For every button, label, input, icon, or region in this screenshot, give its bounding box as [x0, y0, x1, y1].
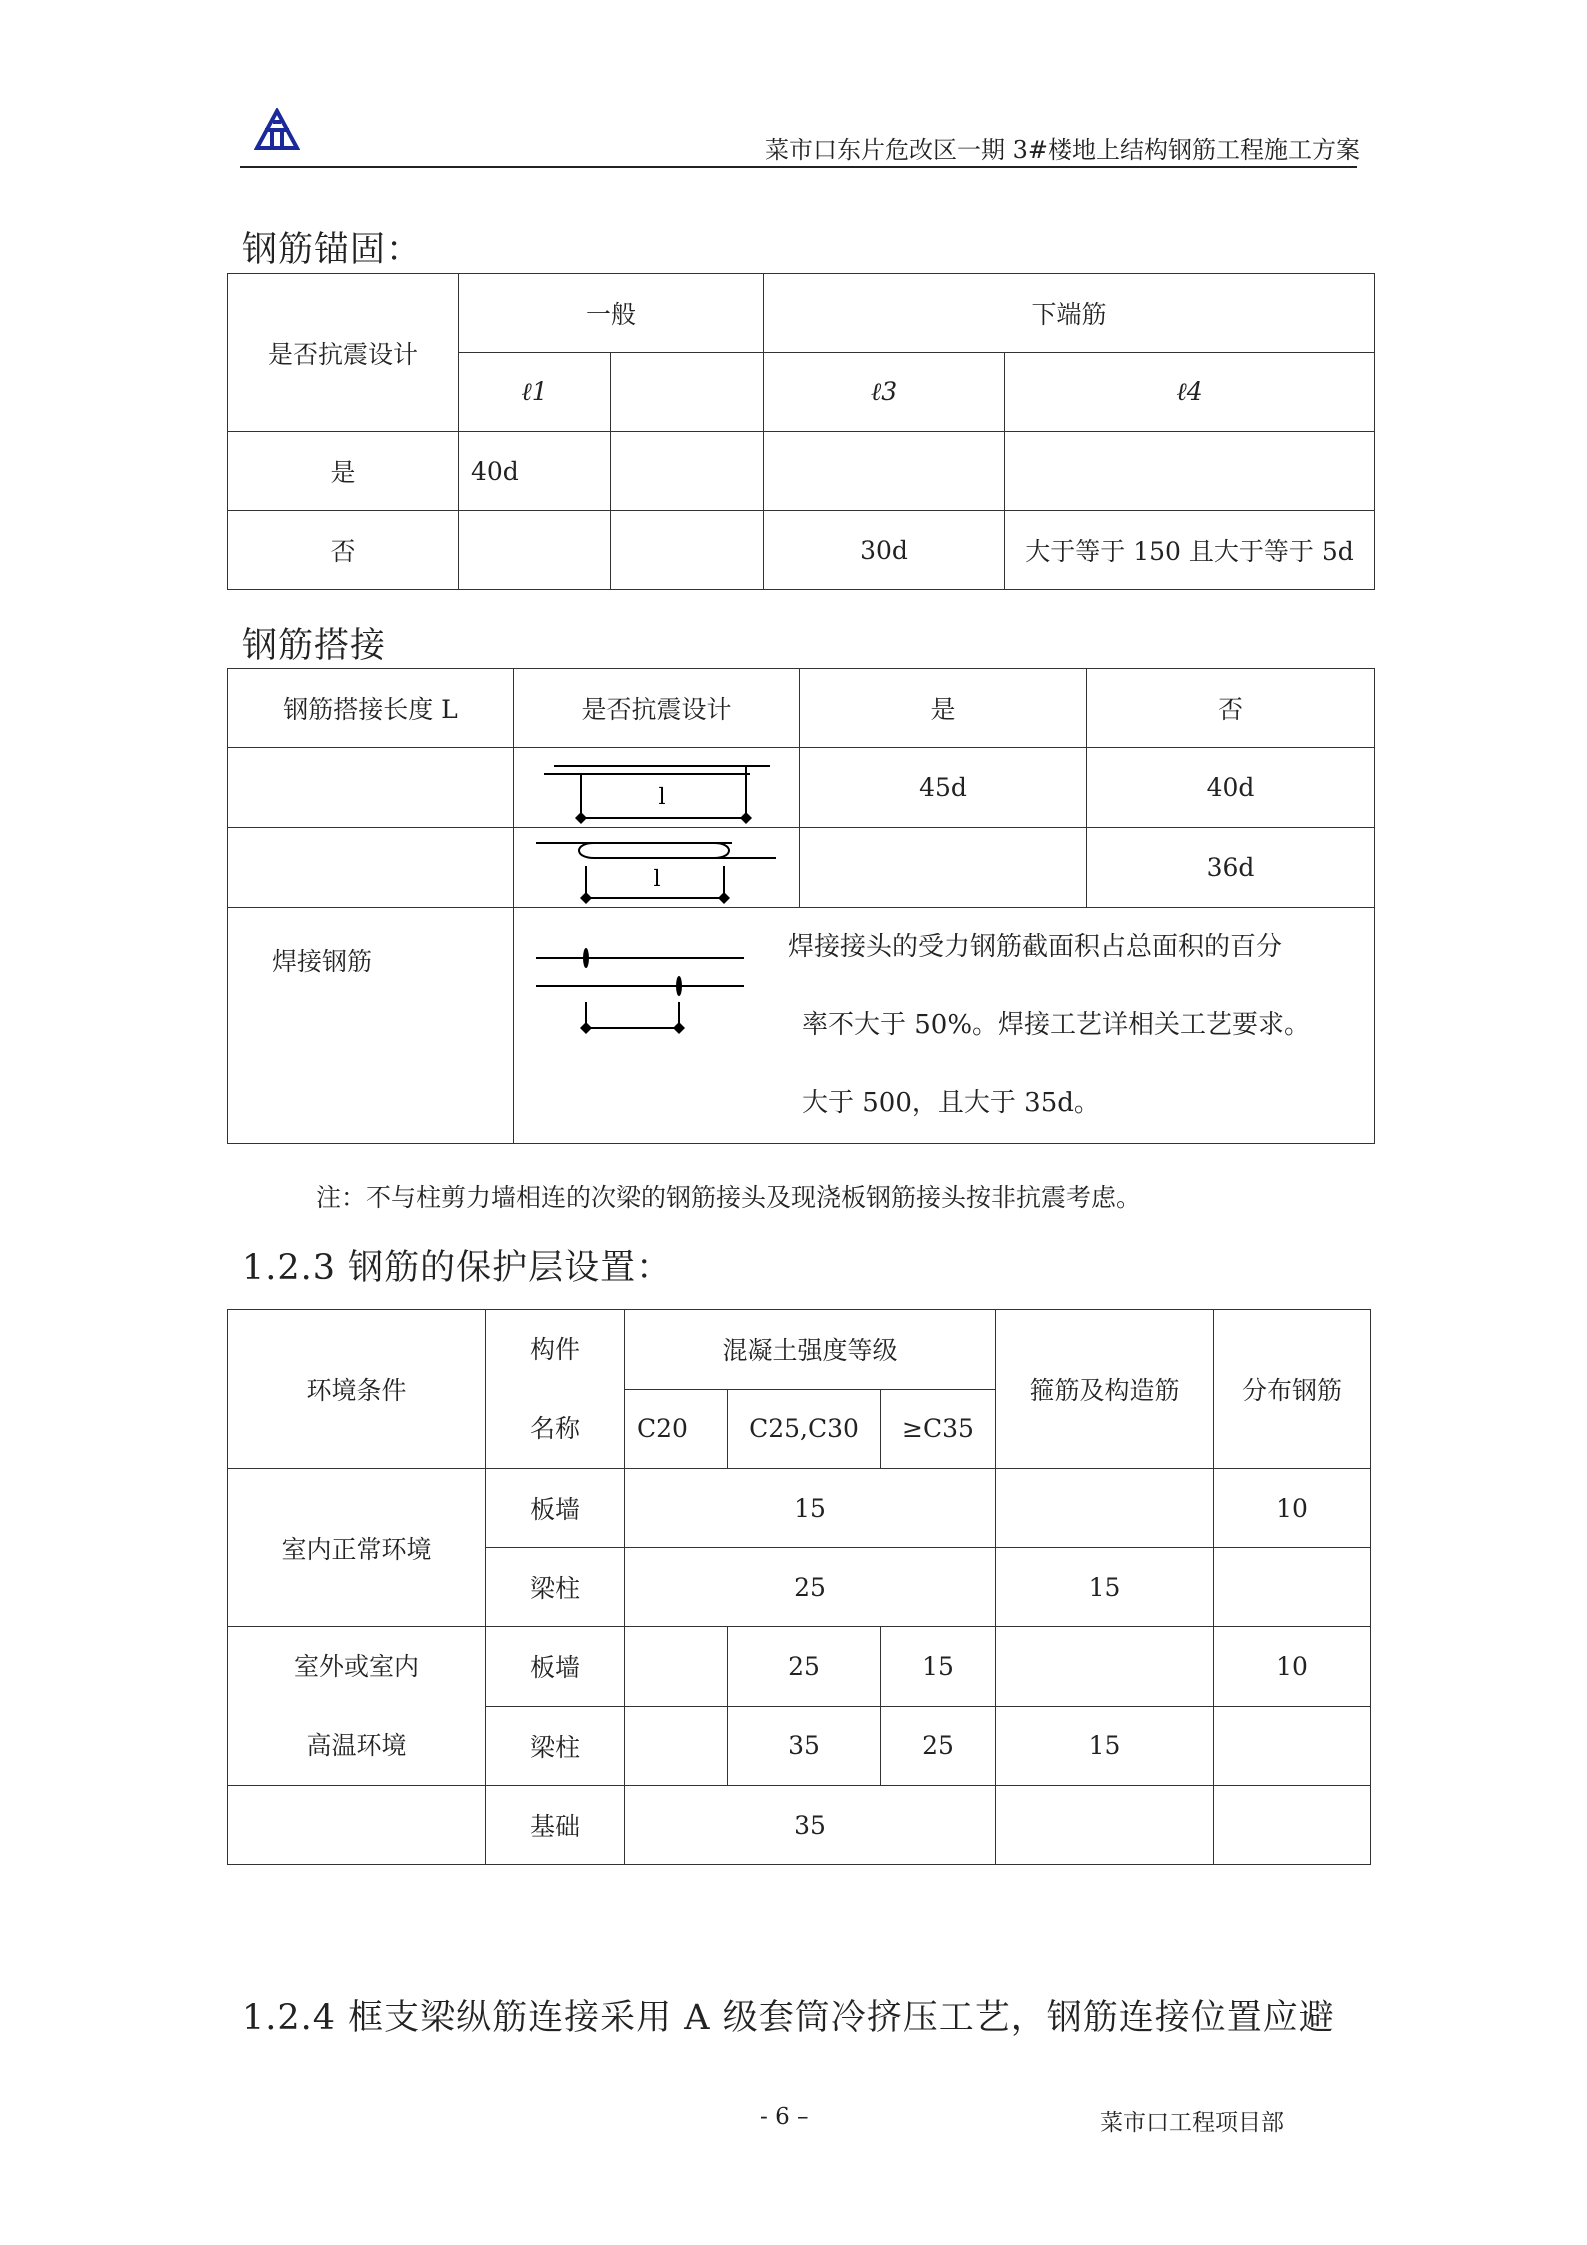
- table-note: 注：不与柱剪力墙相连的次梁的钢筋接头及现浇板钢筋接头按非抗震考虑。: [316, 1183, 1142, 1212]
- table-row: [228, 908, 1375, 1144]
- lap-table: [227, 668, 1375, 1144]
- weld-text-line: 大于 500，且大于 35d。: [802, 1088, 1100, 1118]
- env-indoor: 室内正常环境: [228, 1469, 486, 1627]
- table-cell: [611, 432, 764, 511]
- env-outdoor-line1: 室外或室内: [293, 1652, 419, 1681]
- table-cell: 25: [625, 1548, 996, 1627]
- table-cell: [611, 353, 764, 432]
- member-name: 板墙: [486, 1469, 625, 1548]
- table-cell: 15: [881, 1627, 996, 1707]
- cover-table: [227, 1309, 1371, 1865]
- anchorage-sub-l3: ℓ3: [764, 353, 1005, 432]
- weld-description: [788, 908, 1311, 1142]
- anchorage-header-seismic: 是否抗震设计: [228, 274, 459, 432]
- table-cell: 25: [881, 1706, 996, 1786]
- table-cell: 30d: [764, 511, 1005, 590]
- row-label: 否: [228, 511, 459, 590]
- document-header-title: 菜市口东片危改区一期 3#楼地上结构钢筋工程施工方案: [764, 136, 1360, 164]
- weld-cell: [514, 908, 1375, 1144]
- row-label: 是: [228, 432, 459, 511]
- cover-header-member: [486, 1310, 625, 1469]
- table-cell: 大于等于 150 且大于等于 5d: [1005, 511, 1375, 590]
- member-name: 板墙: [486, 1627, 625, 1707]
- table-cell: [996, 1469, 1214, 1548]
- page-number: - 6 –: [760, 2104, 809, 2130]
- table-row: [228, 748, 1375, 828]
- member-name: 基础: [486, 1786, 625, 1865]
- cover-header-c25: C25,C30: [728, 1389, 881, 1469]
- lap-diagram-hooked: [514, 828, 800, 908]
- table-cell: 35: [728, 1706, 881, 1786]
- table-row: [228, 828, 1375, 908]
- cover-header-env: 环境条件: [228, 1310, 486, 1469]
- anchorage-sub-l1: ℓ1: [459, 353, 611, 432]
- table-cell: 15: [625, 1469, 996, 1548]
- table-row: [228, 1627, 1371, 1707]
- table-cell: [1214, 1548, 1371, 1627]
- table-cell: 25: [728, 1627, 881, 1707]
- lap-header-seismic: 是否抗震设计: [514, 669, 800, 748]
- table-cell: 35: [625, 1786, 996, 1865]
- table-cell: 45d: [800, 748, 1087, 828]
- table-cell: [228, 828, 514, 908]
- cover-header-member-line1: 构件: [529, 1335, 580, 1364]
- table-cell: [800, 828, 1087, 908]
- lap-header-yes: 是: [800, 669, 1087, 748]
- table-cell: 40d: [1087, 748, 1375, 828]
- env-outdoor-line2: 高温环境: [306, 1731, 407, 1760]
- table-cell: 10: [1214, 1627, 1371, 1707]
- table-cell: [764, 432, 1005, 511]
- table-cell: [459, 511, 611, 590]
- cover-header-grade: 混凝土强度等级: [625, 1310, 996, 1390]
- table-cell: [625, 1627, 728, 1707]
- anchorage-header-bottom: 下端筋: [764, 274, 1375, 353]
- weld-text-line: 焊接接头的受力钢筋截面积占总面积的百分: [788, 932, 1283, 962]
- lap-dim-label: l: [653, 867, 661, 892]
- table-cell: 36d: [1087, 828, 1375, 908]
- table-row: [228, 432, 1375, 511]
- table-cell: 15: [996, 1706, 1214, 1786]
- anchorage-heading: 钢筋锚固：: [242, 230, 423, 270]
- member-name: 梁柱: [486, 1548, 625, 1627]
- env-outdoor: [228, 1627, 486, 1786]
- weld-label: 焊接钢筋: [228, 908, 514, 1144]
- anchorage-sub-l4: ℓ4: [1005, 353, 1375, 432]
- header-rule: [240, 166, 1357, 168]
- table-cell: [996, 1627, 1214, 1707]
- lap-header-no: 否: [1087, 669, 1375, 748]
- company-logo: [254, 108, 300, 154]
- table-cell: [625, 1706, 728, 1786]
- table-cell: [228, 748, 514, 828]
- anchorage-table: [227, 273, 1375, 590]
- table-cell: [228, 1786, 486, 1865]
- table-cell: 10: [1214, 1469, 1371, 1548]
- anchorage-header-general: 一般: [459, 274, 764, 353]
- weld-diagram: [514, 908, 800, 1048]
- table-row: [228, 1786, 1371, 1865]
- section-124-text: 1.2.4 框支梁纵筋连接采用 A 级套筒冷挤压工艺，钢筋连接位置应避: [242, 1998, 1335, 2038]
- lap-heading: 钢筋搭接: [242, 626, 387, 666]
- weld-text-line: 率不大于 50%。焊接工艺详相关工艺要求。: [802, 1010, 1311, 1040]
- table-cell: 15: [996, 1548, 1214, 1627]
- cover-header-member-line2: 名称: [529, 1414, 580, 1443]
- cover-header-c35: ≥C35: [881, 1389, 996, 1469]
- lap-header-length: 钢筋搭接长度 L: [228, 669, 514, 748]
- table-cell: [996, 1786, 1214, 1865]
- table-cell: [1214, 1706, 1371, 1786]
- cover-header-dist: 分布钢筋: [1214, 1310, 1371, 1469]
- table-cell: [611, 511, 764, 590]
- lap-diagram-straight: [514, 748, 800, 828]
- lap-dim-label: l: [658, 785, 666, 810]
- member-name: 梁柱: [486, 1706, 625, 1786]
- table-cell: [1214, 1786, 1371, 1865]
- table-cell: [1005, 432, 1375, 511]
- cover-header-stirrup: 箍筋及构造筋: [996, 1310, 1214, 1469]
- footer-department: 菜市口工程项目部: [1100, 2110, 1284, 2136]
- cover-header-c20: C20: [625, 1389, 728, 1469]
- table-row: [228, 511, 1375, 590]
- table-cell: 40d: [459, 432, 611, 511]
- cover-heading: 1.2.3 钢筋的保护层设置：: [242, 1248, 673, 1288]
- table-row: [228, 1469, 1371, 1548]
